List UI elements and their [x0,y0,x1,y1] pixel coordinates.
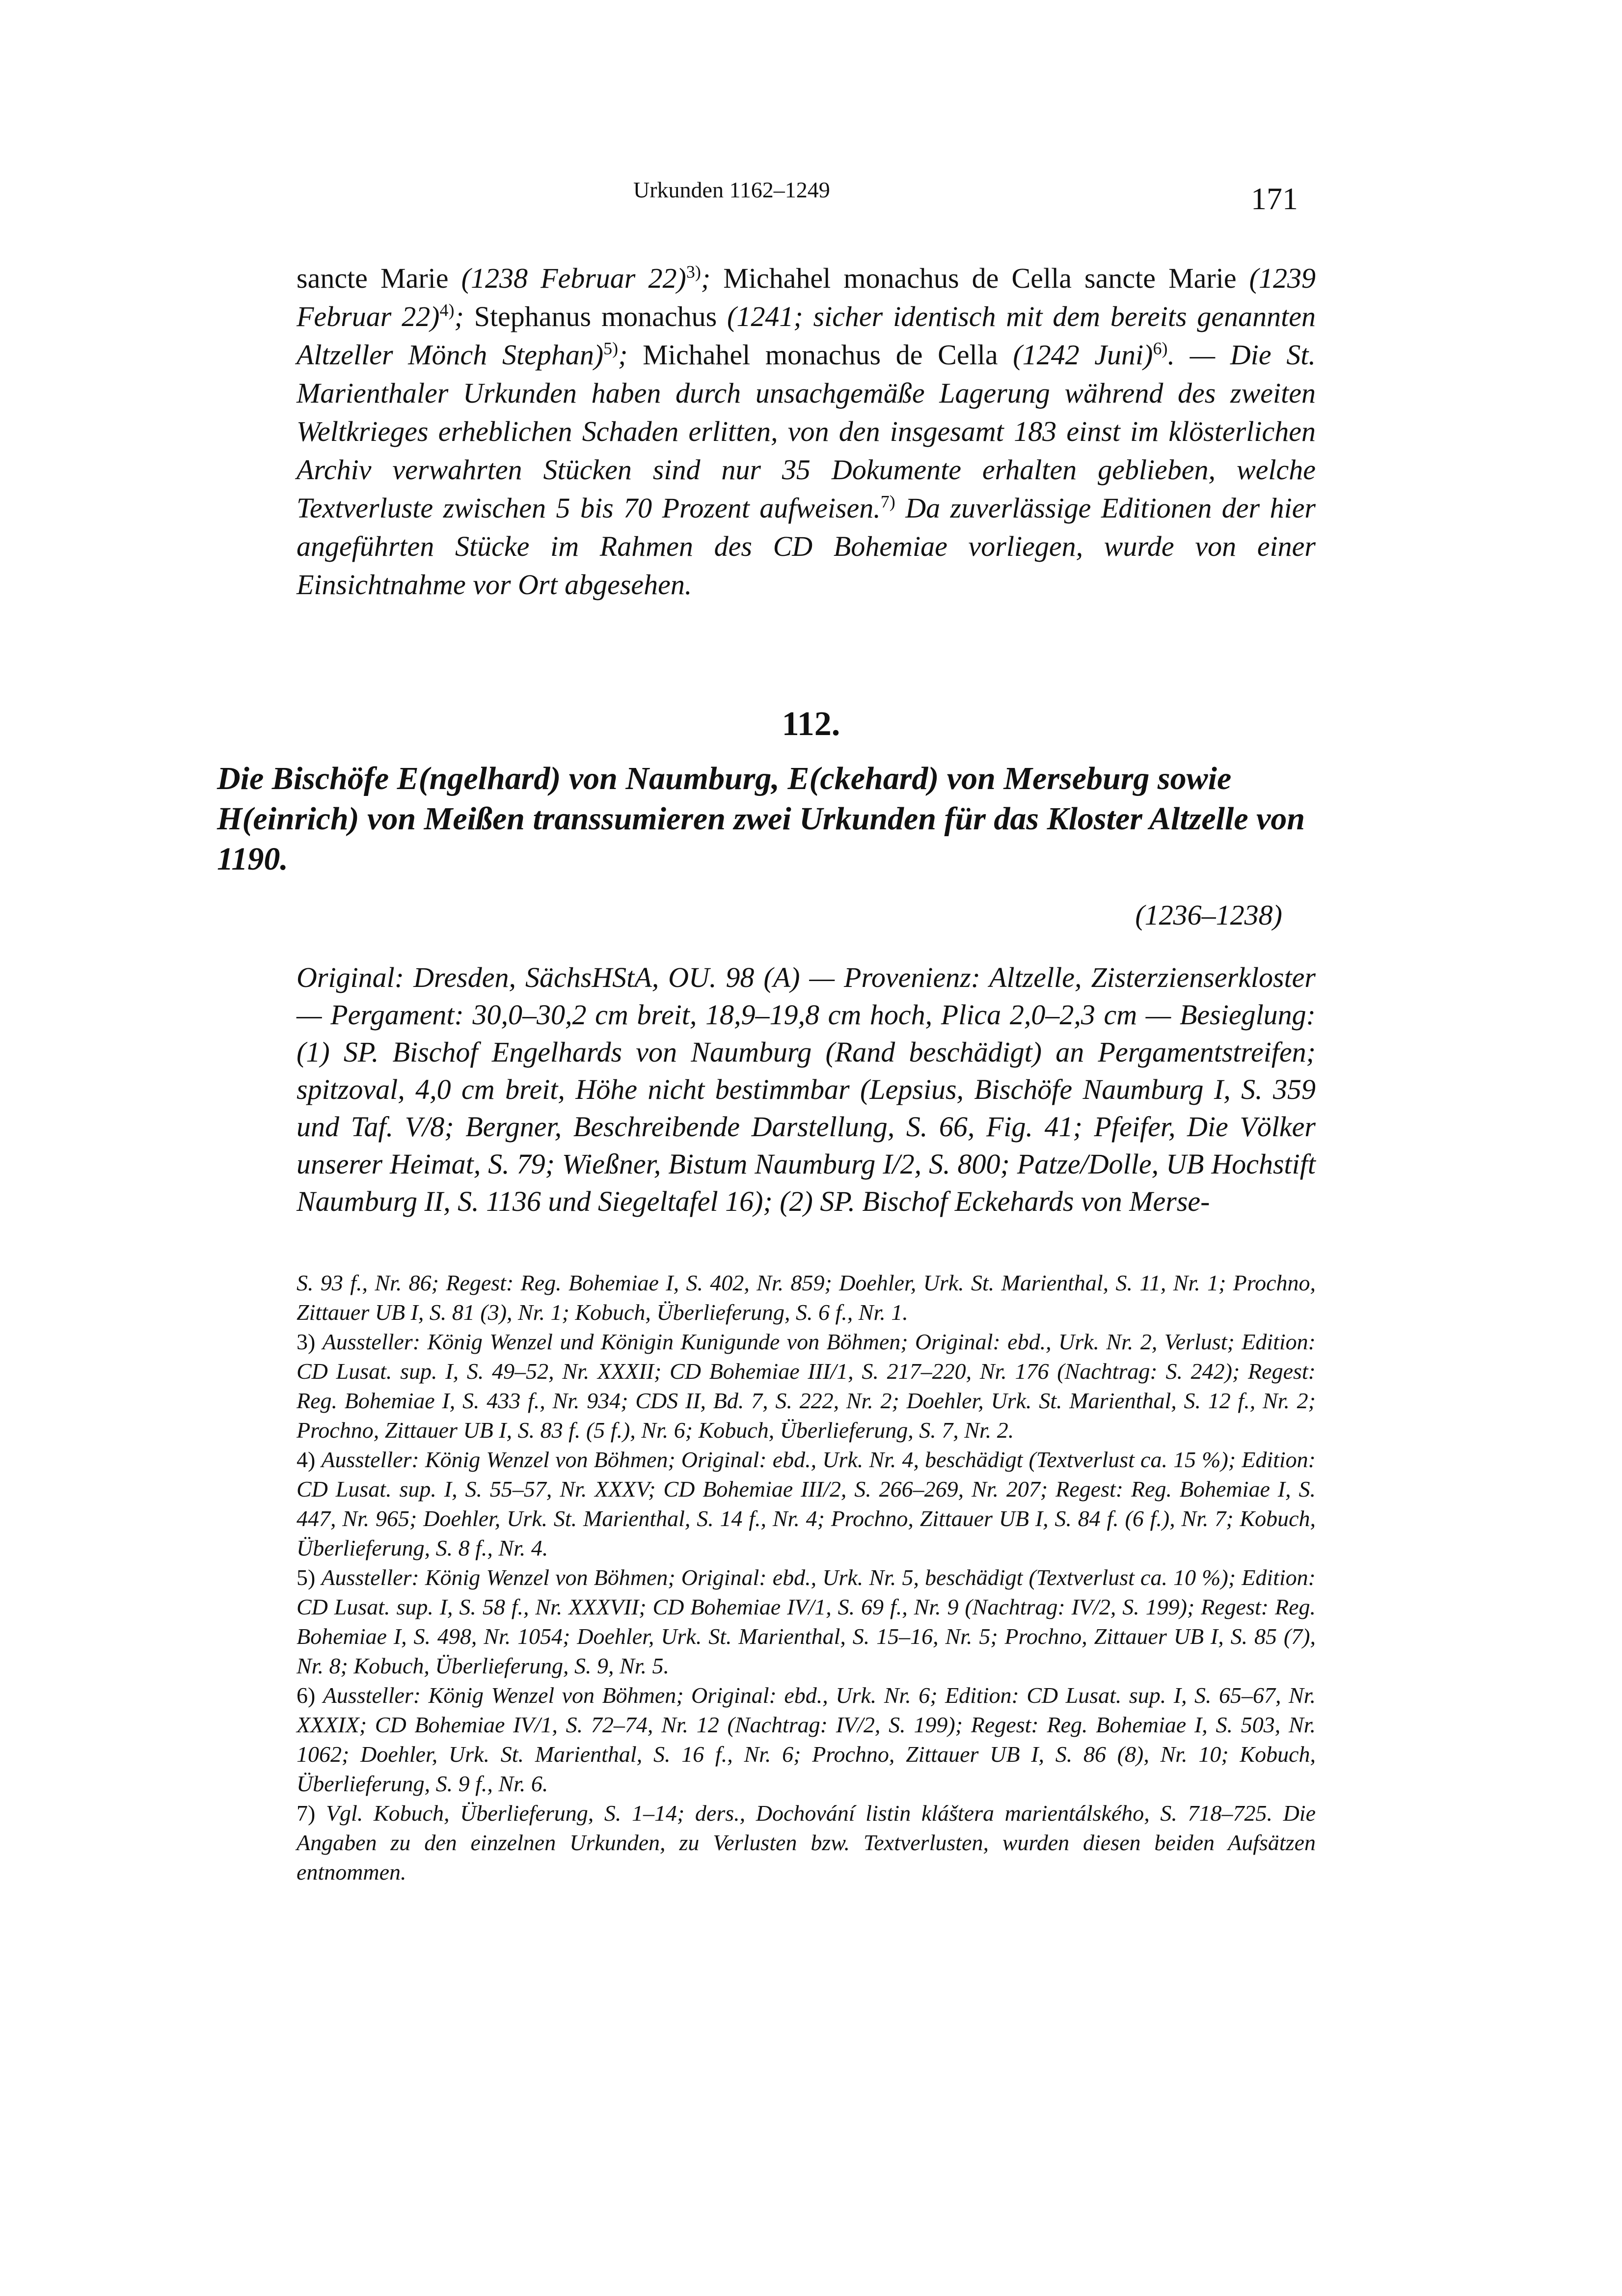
original-description: Original: Dresden, SächsHStA, OU. 98 (A) — Provenienz: Altzelle, Zisterzienserkloster — Pergament: 30,0–30,2 cm breit, 18,9–19,8 cm hoch, Plica 2,0–2,3 cm — Besieglung: (1) SP. Bischof Engelhards von Naumburg (Rand beschädigt) an Pergamentstreifen; spitzoval, 4,0 cm breit, Höhe nicht bestimmbar (Lepsius, Bischöfe Naumburg I, S. 359 und Taf. V/8; Bergner, Beschreibende Darstellung, S. 66, Fig. 41; Pfeifer, Die Völker unserer Heimat, S. 79; Wießner, Bistum Naumburg I/2, S. 800; Patze/Dolle, UB Hochstift Naumburg II, S. 1136 und Siegeltafel 16); (2) SP. Bischof Eckehards von Merse- [297,961,1316,1217]
intro-text: Michahel monachus de Cella [643,339,1013,371]
footnotes [297,1268,1316,1887]
footnote-text: Aussteller: König Wenzel und Königin Kunigunde von Böhmen; Original: ebd., Urk. Nr. 2, Verlust; Edition: CD Lusat. sup. I, S. 49–52, Nr. XXXII; CD Bohemiae III/1, S. 217–220, Nr. 176 (Nachtrag: S. 242); Regest: Reg. Bohemiae I, S. 433 f., Nr. 934; CDS II, Bd. 7, S. 222, Nr. 2; Doehler, Urk. St. Marienthal, S. 12 f., Nr. 2; Prochno, Zittauer UB I, S. 83 f. (5 f.), Nr. 6; Kobuch, Überlieferung, S. 7, Nr. 2. [297,1329,1316,1443]
document-number: 112. [782,705,840,743]
intro-date: (1241; sicher identisch mit dem bereits genannten Altzeller Mönch Stephan) [297,301,1316,371]
intro-text: Michahel monachus de Cella sancte Marie [723,262,1249,294]
footnote-text: Aussteller: König Wenzel von Böhmen; Original: ebd., Urk. Nr. 5, beschädigt (Textverlust ca. 10 %); Edition: CD Lusat. sup. I, S. 58 f., Nr. XXXVII; CD Bohemiae IV/1, S. 69 f., Nr. 9 (Nachtrag: IV/2, S. 199); Regest: Reg. Bohemiae I, S. 498, Nr. 1054; Doehler, Urk. St. Marienthal, S. 15–16, Nr. 5; Prochno, Zittauer UB I, S. 85 (7), Nr. 8; Kobuch, Überlieferung, S. 9, Nr. 5. [297,1565,1316,1678]
footnote-ref-3: 3) [686,262,701,282]
footnote-6 [297,1681,1316,1799]
footnote-ref-4: 4) [439,300,455,320]
intro-date: (1239 Februar 22) [297,262,1316,332]
footnote-text: Aussteller: König Wenzel von Böhmen; Original: ebd., Urk. Nr. 4, beschädigt (Textverlust ca. 15 %); Edition: CD Lusat. sup. I, S. 55–57, Nr. XXXV; CD Bohemiae III/2, S. 266–269, Nr. 207; Regest: Reg. Bohemiae I, S. 447, Nr. 965; Doehler, Urk. St. Marienthal, S. 14 f., Nr. 4; Prochno, Zittauer UB I, S. 84 f. (6 f.), Nr. 7; Kobuch, Überlieferung, S. 8 f., Nr. 4. [297,1447,1316,1560]
intro-paragraph [297,259,1316,604]
document-date: (1236–1238) [1135,899,1282,931]
footnote-number: 6) [297,1683,323,1708]
footnote-text: S. 93 f., Nr. 86; Regest: Reg. Bohemiae I, S. 402, Nr. 859; Doehler, Urk. St. Marienthal, S. 11, Nr. 1; Prochno, Zittauer UB I, S. 81 (3), Nr. 1; Kobuch, Überlieferung, S. 6 f., Nr. 1. [297,1270,1316,1325]
intro-date: (1238 Februar 22) [461,262,686,294]
footnote-ref-6: 6) [1153,338,1168,358]
running-title: Urkunden 1162–1249 [633,177,830,202]
footnote-number: 7) [297,1801,326,1826]
footnote-ref-7: 7) [880,492,895,512]
page-number: 171 [1251,181,1298,216]
running-head [0,177,1622,216]
intro-text: Stephanus monachus [474,301,728,332]
footnote-number: 5) [297,1565,322,1590]
intro-text: sancte Marie [297,262,461,294]
footnote-5 [297,1563,1316,1681]
intro-text: . — Die St. Marienthaler Urkunden haben durch unsachgemäße Lagerung während des zweiten Weltkrieges erheblichen Schaden erlitten, von den insgesamt 183 einst im klösterlichen Archiv verwahrten Stücken sind nur 35 Dokumente erhalten geblieben, welche Textverluste zwischen 5 bis 70 Prozent aufweisen. [297,339,1316,524]
footnote-ref-5: 5) [603,338,619,358]
footnote-number: 4) [297,1447,322,1472]
footnote-text: Aussteller: König Wenzel von Böhmen; Original: ebd., Urk. Nr. 6; Edition: CD Lusat. sup. I, S. 65–67, Nr. XXXIX; CD Bohemiae IV/1, S. 72–74, Nr. 12 (Nachtrag: IV/2, S. 199); Regest: Reg. Bohemiae I, S. 503, Nr. 1062; Doehler, Urk. St. Marienthal, S. 16 f., Nr. 6; Prochno, Zittauer UB I, S. 86 (8), Nr. 10; Kobuch, Überlieferung, S. 9 f., Nr. 6. [297,1683,1316,1796]
footnote-number: 3) [297,1329,323,1354]
intro-text: ; [701,262,724,294]
intro-text: ; [454,301,474,332]
regest-heading: Die Bischöfe E(ngelhard) von Naumburg, E(ckehard) von Merseburg sowie H(einrich) von Meißen transsumieren zwei Urkunden für das Kloster Altzelle von 1190. [217,761,1305,877]
footnote-continuation [297,1268,1316,1327]
footnote-7 [297,1799,1316,1887]
footnote-4 [297,1445,1316,1563]
intro-text: ; [618,339,643,371]
footnote-3 [297,1327,1316,1445]
intro-text: Da zuverlässige Editionen der hier angeführten Stücke im Rahmen des CD Bohemiae vorliegen, wurde von einer Einsichtnahme vor Ort abgesehen. [297,492,1316,601]
footnote-text: Vgl. Kobuch, Überlieferung, S. 1–14; ders., Dochování listin kláštera marientálského, S. 718–725. Die Angaben zu den einzelnen Urkunden, zu Verlusten bzw. Textverlusten, wurden diesen beiden Aufsätzen entnommen. [297,1801,1316,1885]
intro-date: (1242 Juni) [1013,339,1153,371]
